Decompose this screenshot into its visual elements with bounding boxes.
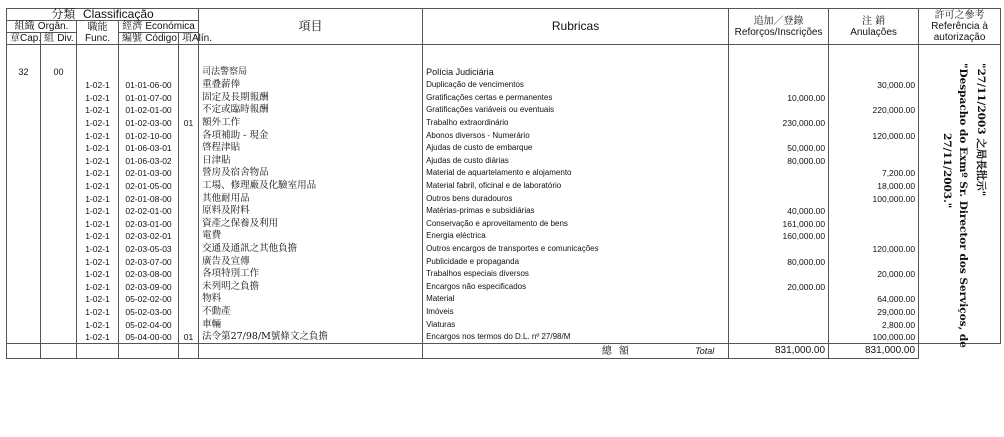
reforco-value: 20,000.00 [729,281,829,294]
spacer-row [7,45,1001,66]
anulacao-value [829,117,919,130]
economic-code: 01-01-06-00 [119,79,179,92]
blank-div [41,192,77,205]
item-name-zh: 營房及宿舍物品 [199,167,423,180]
table-row [7,268,1001,281]
div-header [41,33,77,45]
total-row [7,344,1001,359]
total-reforco: 831,000.00 [729,344,829,359]
reforco-value: 80,000.00 [729,255,829,268]
anulacao-value [829,281,919,294]
table-row [7,205,1001,218]
alinea [179,281,199,294]
alinea [179,255,199,268]
blank-cap [7,129,41,142]
economic-code: 05-02-04-00 [119,318,179,331]
blank-div [41,255,77,268]
table-row [7,218,1001,231]
total-section [7,344,1001,359]
blank-div [41,331,77,344]
reforco-value: 160,000.00 [729,230,829,243]
reforcos-header [729,9,829,45]
reforco-value [729,243,829,256]
alinea [179,318,199,331]
reference-line-2: "Despacho do Exmº Sr. Director dos Serviços, de [957,63,970,348]
organ-name-pt: Polícia Judiciária [423,65,729,79]
code-zh: 編號 [122,33,142,44]
reforco-value [729,331,829,344]
item-name-pt: Viaturas [423,318,729,331]
anulacao-value: 20,000.00 [829,268,919,281]
item-name-pt: Material [423,293,729,306]
item-name-zh: 電費 [199,230,423,243]
blank-cap [7,167,41,180]
reference-pt1: Referência à [931,21,988,32]
organ-row [7,65,1001,79]
func-code: 1-02-1 [77,180,119,193]
anulacao-value [829,142,919,155]
reforco-value: 161,000.00 [729,218,829,231]
blank-cap [7,142,41,155]
classification-pt: Classificação [83,7,154,21]
table-row [7,117,1001,130]
alinea [179,180,199,193]
classification-header [7,9,199,21]
table-row [7,318,1001,331]
blank-div [41,79,77,92]
table-row [7,79,1001,92]
alinea [179,79,199,92]
economic-code: 02-03-09-00 [119,281,179,294]
item-name-zh: 其他耐用品 [199,192,423,205]
func-pt: Func. [84,32,110,44]
anulacoes-zh: 注 銷 [861,15,886,27]
item-name-zh: 重叠薪俸 [199,79,423,92]
item-name-pt: Ajudas de custo diárias [423,155,729,168]
alinea [179,218,199,231]
item-name-zh: 廣告及宣傳 [199,255,423,268]
blank-cap [7,268,41,281]
table-row [7,180,1001,193]
item-name-pt: Publicidade e propaganda [423,255,729,268]
anulacao-value: 220,000.00 [829,104,919,117]
item-name-pt: Duplicação de vencimentos [423,79,729,92]
blank-div [41,180,77,193]
alinea [179,268,199,281]
alinea [179,142,199,155]
func-code: 1-02-1 [77,331,119,344]
anulacao-value [829,205,919,218]
blank-cap [7,218,41,231]
func-header [77,21,119,45]
economic-code: 02-03-05-03 [119,243,179,256]
budget-table [6,8,1001,359]
func-code: 1-02-1 [77,92,119,105]
alinea [179,192,199,205]
blank-cap [7,243,41,256]
economic-code: 01-02-01-00 [119,104,179,117]
blank-cap [7,192,41,205]
reference-zh: 許可之參考 [934,10,985,21]
table-row [7,306,1001,319]
item-name-zh: 額外工作 [199,117,423,130]
alinea [179,293,199,306]
item-name-zh: 日津貼 [199,155,423,168]
blank-div [41,293,77,306]
blank-div [41,104,77,117]
item-name-pt: Energia eléctrica [423,230,729,243]
reforco-value: 10,000.00 [729,92,829,105]
budget-body [7,45,1001,348]
func-code: 1-02-1 [77,230,119,243]
item-name-zh: 物料 [199,293,423,306]
economic-code: 02-01-03-00 [119,167,179,180]
item-name-pt: Trabalhos especiais diversos [423,268,729,281]
reforco-value [729,293,829,306]
economic-code: 02-02-01-00 [119,205,179,218]
anulacao-value: 120,000.00 [829,243,919,256]
item-name-zh: 工場、修理廠及化驗室用品 [199,180,423,193]
reforcos-pt: Reforços/Inscrições [734,26,823,38]
func-zh: 職能 [87,21,108,33]
reference-cell [919,45,1001,348]
blank-div [41,243,77,256]
func-code: 1-02-1 [77,205,119,218]
func-code: 1-02-1 [77,129,119,142]
anulacao-value: 29,000.00 [829,306,919,319]
func-code: 1-02-1 [77,117,119,130]
func-code: 1-02-1 [77,293,119,306]
economic-code: 02-03-02-01 [119,230,179,243]
func-code: 1-02-1 [77,155,119,168]
reforco-value [729,104,829,117]
item-name-zh: 啓程津貼 [199,142,423,155]
anulacao-value: 2,800.00 [829,318,919,331]
alinea [179,155,199,168]
func-code: 1-02-1 [77,104,119,117]
reforco-value: 40,000.00 [729,205,829,218]
item-name-pt: Encargos nos termos do D.L. nº 27/98/M [423,331,729,344]
items-header: 項目 [199,9,423,45]
blank-div [41,230,77,243]
organ-div: 00 [41,65,77,79]
item-name-pt: Gratificações certas e permanentes [423,92,729,105]
blank-cap [7,205,41,218]
alinea: 01 [179,331,199,344]
organ-pt: Orgân. [37,21,69,32]
reference-line-3: 27/11/2003." [941,133,954,209]
blank-cap [7,281,41,294]
econ-zh: 經濟 [122,21,143,32]
econ-pt: Económica [145,21,195,32]
blank-cap [7,92,41,105]
item-name-zh: 法令第27/98/M號條文之負擔 [199,331,423,344]
economic-code: 01-02-10-00 [119,129,179,142]
alinea [179,92,199,105]
organ-name-zh: 司法警察局 [199,65,423,79]
reference-note [929,63,999,413]
item-name-pt: Conservação e aproveitamento de bens [423,218,729,231]
anulacao-value: 100,000.00 [829,192,919,205]
item-name-pt: Gratificações variáveis ou eventuais [423,104,729,117]
reforco-value: 50,000.00 [729,142,829,155]
item-name-zh: 未列明之負擔 [199,281,423,294]
alin-zh: 項 [182,33,192,44]
reforco-value [729,167,829,180]
total-anulacao: 831,000.00 [829,344,919,359]
classification-zh: 分類 [51,7,76,21]
code-header [119,33,179,45]
blank-div [41,268,77,281]
reforco-value [729,306,829,319]
economic-code: 02-03-07-00 [119,255,179,268]
reforco-value [729,192,829,205]
item-name-pt: Outros bens duradouros [423,192,729,205]
organ-cap: 32 [7,65,41,79]
blank-cap [7,306,41,319]
table-row [7,155,1001,168]
anulacao-value: 120,000.00 [829,129,919,142]
anulacao-value: 30,000.00 [829,79,919,92]
blank-cap [7,180,41,193]
table-row [7,230,1001,243]
item-name-pt: Encargos não especificados [423,281,729,294]
blank-div [41,205,77,218]
blank-div [41,155,77,168]
reference-line-1: "27/11/2003 之局長批示" [975,63,988,197]
table-row [7,331,1001,344]
blank-cap [7,255,41,268]
anulacao-value [829,255,919,268]
div-pt: Div. [57,33,74,44]
item-name-pt: Outros encargos de transportes e comunicações [423,243,729,256]
economic-code: 05-02-03-00 [119,306,179,319]
reforco-value: 80,000.00 [729,155,829,168]
organ-header [7,21,77,33]
blank-cap [7,117,41,130]
item-name-pt: Imóveis [423,306,729,319]
alinea [179,104,199,117]
economic-code: 01-06-03-01 [119,142,179,155]
blank-cap [7,230,41,243]
economic-code: 01-02-03-00 [119,117,179,130]
func-code: 1-02-1 [77,142,119,155]
table-row [7,255,1001,268]
blank-div [41,167,77,180]
total-label-zh: 總 額 [601,345,632,357]
reforco-value: 230,000.00 [729,117,829,130]
economic-code: 02-03-08-00 [119,268,179,281]
func-code: 1-02-1 [77,306,119,319]
table-row [7,293,1001,306]
func-code: 1-02-1 [77,318,119,331]
organ-zh: 組織 [14,21,35,32]
blank-cap [7,318,41,331]
anulacao-value [829,92,919,105]
blank-div [41,218,77,231]
reforco-value [729,129,829,142]
func-code: 1-02-1 [77,281,119,294]
item-name-zh: 交通及通訊之其他負擔 [199,243,423,256]
anulacao-value [829,218,919,231]
blank-div [41,92,77,105]
cap-zh: 章 [10,33,20,44]
table-row [7,281,1001,294]
blank-div [41,318,77,331]
table-row [7,92,1001,105]
reforco-value [729,79,829,92]
anulacao-value: 64,000.00 [829,293,919,306]
table-row [7,243,1001,256]
alinea [179,205,199,218]
alinea [179,230,199,243]
economic-code: 02-03-01-00 [119,218,179,231]
anulacao-value: 7,200.00 [829,167,919,180]
table-row [7,167,1001,180]
item-name-zh: 不動產 [199,306,423,319]
item-name-pt: Ajudas de custo de embarque [423,142,729,155]
economic-code: 01-06-03-02 [119,155,179,168]
reforco-value [729,268,829,281]
blank-cap [7,104,41,117]
item-name-zh: 原料及附料 [199,205,423,218]
blank-div [41,129,77,142]
economic-code: 02-01-08-00 [119,192,179,205]
econ-header [119,21,199,33]
blank-div [41,117,77,130]
item-name-zh: 各項特別工作 [199,268,423,281]
func-code: 1-02-1 [77,79,119,92]
table-row [7,192,1001,205]
item-name-pt: Abonos diversos - Numerário [423,129,729,142]
anulacoes-header [829,9,919,45]
reforco-value [729,180,829,193]
alinea [179,129,199,142]
blank-cap [7,79,41,92]
blank-div [41,281,77,294]
economic-code: 02-01-05-00 [119,180,179,193]
item-name-zh: 固定及長期報酬 [199,92,423,105]
blank-cap [7,155,41,168]
blank-div [41,142,77,155]
func-code: 1-02-1 [77,268,119,281]
func-code: 1-02-1 [77,243,119,256]
table-row [7,142,1001,155]
total-label-pt: Total [695,345,715,356]
item-name-zh: 各項補助 - 現金 [199,129,423,142]
div-zh: 組 [44,33,54,44]
item-name-zh: 資產之保養及利用 [199,218,423,231]
cap-pt: Cap. [20,33,42,44]
alinea [179,167,199,180]
rubricas-header: Rubricas [423,9,729,45]
blank-div [41,306,77,319]
table-row [7,104,1001,117]
reference-header [919,9,1001,45]
alin-pt: Alín. [192,33,213,44]
anulacao-value: 18,000.00 [829,180,919,193]
func-code: 1-02-1 [77,255,119,268]
item-name-zh: 不定或臨時報酬 [199,104,423,117]
table-row [7,129,1001,142]
alinea: 01 [179,117,199,130]
economic-code: 05-04-00-00 [119,331,179,344]
economic-code: 01-01-07-00 [119,92,179,105]
func-code: 1-02-1 [77,192,119,205]
anulacao-value: 100,000.00 [829,331,919,344]
item-name-pt: Trabalho extraordinário [423,117,729,130]
economic-code: 05-02-02-00 [119,293,179,306]
reference-pt2: autorização [933,32,986,43]
alinea [179,243,199,256]
item-name-pt: Material de aquartelamento e alojamento [423,167,729,180]
cap-header [7,33,41,45]
total-label-cell [423,344,729,359]
func-code: 1-02-1 [77,218,119,231]
item-name-pt: Matérias-primas e subsidiárias [423,205,729,218]
reforco-value [729,318,829,331]
alinea [179,306,199,319]
anulacao-value [829,155,919,168]
item-name-pt: Material fabril, oficinal e de laboratório [423,180,729,193]
anulacoes-pt: Anulações [850,26,897,38]
anulacao-value [829,230,919,243]
alin-header [179,33,213,45]
reforcos-zh: 追加／登錄 [753,15,804,27]
header-row-1 [7,9,1001,21]
blank-cap [7,293,41,306]
item-name-zh: 車輛 [199,318,423,331]
func-code: 1-02-1 [77,167,119,180]
code-pt: Código [145,33,177,44]
blank-cap [7,331,41,344]
